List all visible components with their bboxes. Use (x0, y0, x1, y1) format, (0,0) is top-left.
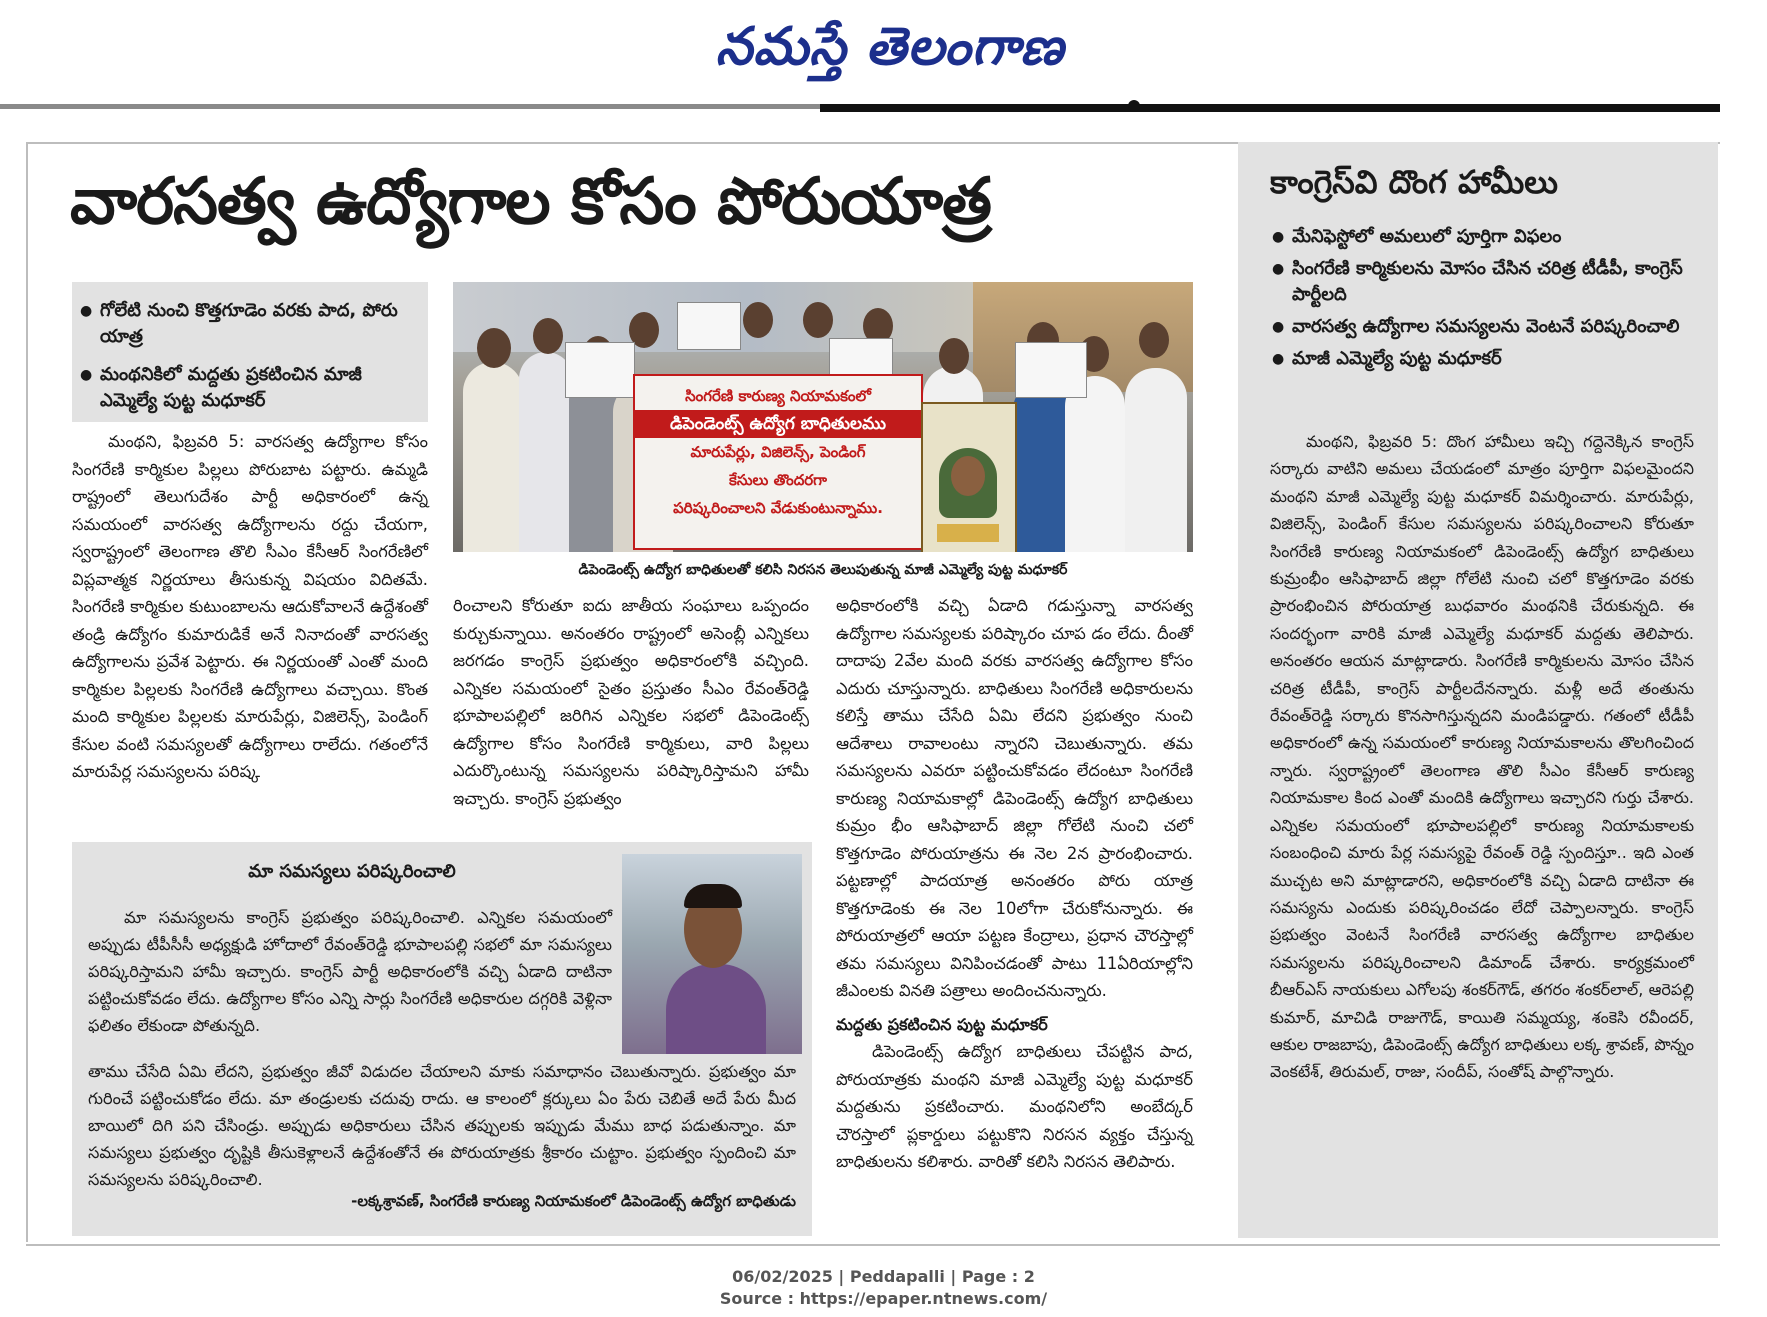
article-frame-left (26, 142, 28, 1242)
sidebox-title: మా సమస్యలు పరిష్కరించాలి (248, 861, 456, 882)
banner-line: సింగరేణి కారుణ్య నియామకంలో (685, 387, 871, 405)
quote-sidebox (72, 842, 812, 1236)
banner-line: డిపెండెంట్స్ ఉద్యోగ బాధితులము (635, 410, 921, 438)
highlight-item: ● సింగరేణి కార్మికులను మోసం చేసిన చరిత్ర టీడీపీ, కాంగ్రెస్ పార్టీలది (1270, 256, 1690, 308)
highlight-item: ● మేనిఫెస్టోలో అమలులో పూర్తిగా విఫలం (1270, 224, 1690, 250)
footer-dateline: 06/02/2025 | Peddapalli | Page : 2 (732, 1267, 1035, 1286)
right-headline: కాంగ్రెస్‌వి దొంగ హామీలు (1270, 163, 1558, 201)
right-article-box (1238, 142, 1718, 1238)
person-photo (622, 854, 802, 1054)
protest-placard (565, 342, 635, 398)
column-text: మంథని, ఫిబ్రవరి 5: దొంగ హామీలు ఇచ్చి గద్దెనెక్కిన కాంగ్రెస్ సర్కారు వాటిని అమలు చేయడంలో మాత్రం పూర్తిగా విఫలమైందని మంథని మాజీ ఎమ్మెల్యే పుట్ట మధూకర్ విమర్శించారు. మారుపేర్లు, విజిలెన్స్, పెండింగ్ కేసుల సమస్యలను పరిష్కరించాలని కోరుతూ సింగరేణి కారుణ్య నియామకంలో డిపెండెంట్స్ ఉద్యోగ బాధితులు కుమ్రంభీం ఆసిఫాబాద్ జిల్లా గోలేటి నుంచి చలో కొత్తగూడెం వరకు ప్రారంభించిన పోరుయాత్ర బుధవారం మంథనికి చేరుకున్నది. ఈ సందర్భంగా వారికి మాజీ ఎమ్మెల్యే మధూకర్ మద్దతు తెలిపారు. అనంతరం ఆయన మాట్లాడారు. సింగరేణి కార్మికులను మోసం చేసిన చరిత్ర టీడీపీ, కాంగ్రెస్ పార్టీలదేనన్నారు. మళ్లీ అదే తంతును రేవంత్‌రెడ్డి సర్కారు కొనసాగిస్తున్నదని మండిపడ్డారు. గతంలో టీడీపీ అధికారంలో ఉన్న సమయంలో కారుణ్య నియామకాలను తొలగించింద న్నారు. స్వరాష్ట్రంలో తెలంగాణ తొలి సీఎం కేసీఆర్ కారుణ్య నియామకాల కింద ఎంతో మందికి ఉద్యోగాలు ఇచ్చారని గుర్తు చేశారు. ఎన్నికల సమయంలో భూపాలపల్లిలో కారుణ్య నియామకాలకు సంబంధించి మారు పేర్ల సమస్యపై రేవంత్ రెడ్డి స్పందిస్తూ.. ఇది ఎంత ముచ్చట అని మాట్లాడారని, అధికారంలోకి వచ్చి ఏడాది దాటినా ఈ సమస్యను ఎందుకు పరిష్కరించడం లేదో చెప్పాలన్నారు. కాంగ్రెస్ ప్రభుత్వం వెంటనే సింగరేణి వారసత్వ ఉద్యోగాల బాధితుల సమస్యలను పరిష్కరించాలని డిమాండ్ చేశారు. కార్యక్రమంలో బీఆర్ఎస్ నాయకులు ఎగోలపు శంకర్‌గౌడ్, తగరం శంకర్‌లాల్, ఆరెపల్లి కుమార్, మాచిడి రాజుగౌడ్, కాయితి సమ్మయ్య, శంకెసి రవీందర్, ఆకుల రాజబాపు, డిపెండెంట్స్ ఉద్యోగ బాధితులు లక్క శ్రావణ్, పొన్నం వెంకటేశ్, తిరుమల్, రాజు, సందీప్, సంతోష్ పాల్గొన్నారు. (1270, 432, 1695, 1082)
highlight-item: ● మంథనికిలో మద్దతు ప్రకటించిన మాజీ ఎమ్మెల్యే పుట్ట మధూకర్ (78, 362, 418, 414)
photo-caption: డిపెండెంట్స్ ఉద్యోగ బాధితులతో కలిసి నిరసన తెలుపుతున్న మాజీ ఎమ్మెల్యే పుట్ట మధూకర్ (578, 562, 1068, 578)
article-column-1 (72, 428, 428, 786)
masthead-logo: నమస్తే తెలంగాణ (715, 16, 1065, 77)
masthead-rule-bold (820, 104, 1720, 112)
quote-signature: -లక్కశ్రావణ్, సింగరేణి కారుణ్య నియామకంలో డిపెండెంట్స్ ఉద్యోగ బాధితుడు (351, 1192, 796, 1210)
portrait-poster (921, 402, 1017, 552)
article-headline: వారసత్వ ఉద్యోగాల కోసం పోరుయాత్ర (70, 165, 991, 239)
highlight-item: ● గోలేటి నుంచి కొత్తగూడెం వరకు పాద, పోరు యాత్ర (78, 298, 418, 350)
banner-line: మారుపేర్లు, విజిలెన్స్, పెండింగ్ (690, 443, 866, 461)
article-column-3 (836, 592, 1193, 1005)
protest-placard (1015, 342, 1087, 398)
sidebox-text-wide (88, 1058, 796, 1193)
article-column-3b (836, 1038, 1193, 1176)
highlight-item: ● వారసత్వ ఉద్యోగాల సమస్యలను వెంటనే పరిష్కరించాలి (1270, 314, 1690, 340)
footer-source: Source : https://epaper.ntnews.com/ (719, 1289, 1048, 1308)
quote-text: మా సమస్యలను కాంగ్రెస్ ప్రభుత్వం పరిష్కరించాలి. ఎన్నికల సమయంలో అప్పుడు టీపీసీసీ అధ్యక్షుడి హోదాలో రేవంత్‌రెడ్డి భూపాలపల్లి సభలో మా సమస్యలు పరిష్కరిస్తామని హామీ ఇచ్చారు. కాంగ్రెస్ పార్టీ అధికారంలోకి వచ్చి ఏడాది దాటినా పట్టించుకోవడం లేదు. ఉద్యోగాల కోసం ఎన్ని సార్లు సింగరేణి అధికారుల దగ్గరికి వెళ్లినా ఫలితం లేకుండా పోతున్నది. (88, 908, 612, 1035)
support-subheading: మద్దతు ప్రకటించిన పుట్ట మధూకర్ (836, 1015, 1048, 1034)
banner-line: పరిష్కరించాలని వేడుకుంటున్నాము. (673, 499, 883, 517)
banner-line: కేసులు తొందరగా (728, 471, 827, 489)
column-text: డిపెండెంట్స్ ఉద్యోగ బాధితులు చేపట్టిన పాద, పోరుయాత్రకు మంథని మాజీ ఎమ్మెల్యే పుట్ట మధూకర్ మద్దతును ప్రకటించారు. మంథనిలోని అంబేద్కర్ చౌరస్తాలో ప్లకార్డులు పట్టుకొని నిరసన వ్యక్తం చేస్తున్న బాధితులను కలిశారు. వారితో కలిసి నిరసన తెలిపారు. (836, 1042, 1193, 1171)
article-column-2 (453, 592, 809, 812)
right-article-body (1270, 428, 1694, 1086)
highlight-item: ● మాజీ ఎమ్మెల్యే పుట్ట మధూకర్ (1270, 346, 1690, 372)
protest-placard (677, 302, 741, 350)
quote-text: తాము చేసేది ఏమి లేదని, ప్రభుత్వం జీవో విడుదల చేయాలని మాకు సమాధానం చెబుతున్నారు. ప్రభుత్వం మా గురించే పట్టించుకోడం లేదు. మా తండ్రులకు చదువు రాదు. ఆ కాలంలో క్లర్కులు ఏం పేరు చెబితే అదే పేరు మీద బాయిలో దిగి పని చేసిండ్రు. అప్పుడు అధికారులు చేసిన తప్పులకు ఇప్పుడు మేము బాధ పడుతున్నాం. మా సమస్యలు ప్రభుత్వం దృష్టికి తీసుకెళ్లాలనే ఉద్దేశంతోనే ఈ పోరుయాత్రకు శ్రీకారం చుట్టాం. ప్రభుత్వం స్పందించి మా సమస్యలను పరిష్కరించాలి. (88, 1062, 796, 1189)
masthead-dot (1128, 100, 1140, 112)
left-highlights-box (72, 282, 428, 422)
protest-banner (633, 374, 923, 550)
sidebox-text (88, 904, 612, 1039)
column-text: రించాలని కోరుతూ ఐదు జాతీయ సంఘాలు ఒప్పందం కుర్చుకున్నాయి. అనంతరం రాష్ట్రంలో అసెంబ్లీ ఎన్నికలు జరగడం కాంగ్రెస్ ప్రభుత్వం అధికారంలోకి వచ్చింది. ఎన్నికల సమయంలో సైతం ప్రస్తుతం సీఎం రేవంత్‌రెడ్డి భూపాలపల్లిలో జరిగిన ఎన్నికల సభలో డిపెండెంట్స్ ఉద్యోగాల కోసం సింగరేణి కార్మికులు, వారి పిల్లలు ఎదుర్కొంటున్న సమస్యలను పరిష్కారిస్తామని హామీ ఇచ్చారు. కాంగ్రెస్ ప్రభుత్వం (453, 596, 809, 808)
protest-photo (453, 282, 1193, 552)
right-highlights (1270, 224, 1690, 372)
column-text: అధికారంలోకి వచ్చి ఏడాది గడుస్తున్నా వారసత్వ ఉద్యోగాల సమస్యలకు పరిష్కారం చూప డం లేదు. దీంతో దాదాపు 2వేల మంది వరకు వారసత్వ ఉద్యోగాల కోసం ఎదురు చూస్తున్నారు. బాధితులు సింగరేణి అధికారులను కలిస్తే తాము చేసేది ఏమి లేదని ప్రభుత్వం నుంచి ఆదేశాలు రావాలంటు న్నారని చెబుతున్నారు. తమ సమస్యలను ఎవరూ పట్టించుకోవడం లేదంటూ సింగరేణి కారుణ్య నియామకాల్లో డిపెండెంట్స్ ఉద్యోగ బాధితులు కుమ్రం భీం ఆసిఫాబాద్ జిల్లా గోలేటి నుంచి చలో కొత్తగూడెం పోరుయాత్రను ఈ నెల 2న ప్రారంభించారు. పట్టణాల్లో పాదయాత్ర అనంతరం పోరు యాత్ర కొత్తగూడెంకు ఈ నెల 10లోగా చేరుకోనున్నారు. ఈ పోరుయాత్రలో ఆయా పట్టణ కేంద్రాలు, ప్రధాన చౌరస్తాల్లో తమ సమస్యలు వినిపించడంతో పాటు 11ఏరియాల్లోని జీఎంలకు వినతి పత్రాలు అందించనున్నారు. (836, 596, 1193, 1000)
column-text: మంథని, ఫిబ్రవరి 5: వారసత్వ ఉద్యోగాల కోసం సింగరేణి కార్మికుల పిల్లలు పోరుబాట పట్టారు. ఉమ్మడి రాష్ట్రంలో తెలుగుదేశం పార్టీ అధికారంలో ఉన్న సమయంలో వారసత్వ ఉద్యోగాలను రద్దు చేయగా, స్వరాష్ట్రంలో తెలంగాణ తొలి సీఎం కేసీఆర్ సింగరేణిలో విప్లవాత్మక నిర్ణయాలు తీసుకున్న విషయం విదితమే. సింగరేణి కార్మికుల కుటుంబాలను ఆదుకోవాలనే ఉద్దేశంతో తండ్రి ఉద్యోగం కుమారుడికే అనే నినాదంతో వారసత్వ ఉద్యోగాలను ప్రవేశ పెట్టారు. ఈ నిర్ణయంతో ఎంతో మంది కార్మికుల పిల్లలకు సింగరేణి ఉద్యోగాలు వచ్చాయి. కొంత మంది కార్మికుల పిల్లలకు మారుపేర్లు, విజిలెన్స్, పెండింగ్ కేసుల వంటి సమస్యలతో ఉద్యోగాలు రాలేదు. గతంలోనే మారుపేర్ల సమస్యలను పరిష్క (72, 432, 428, 781)
